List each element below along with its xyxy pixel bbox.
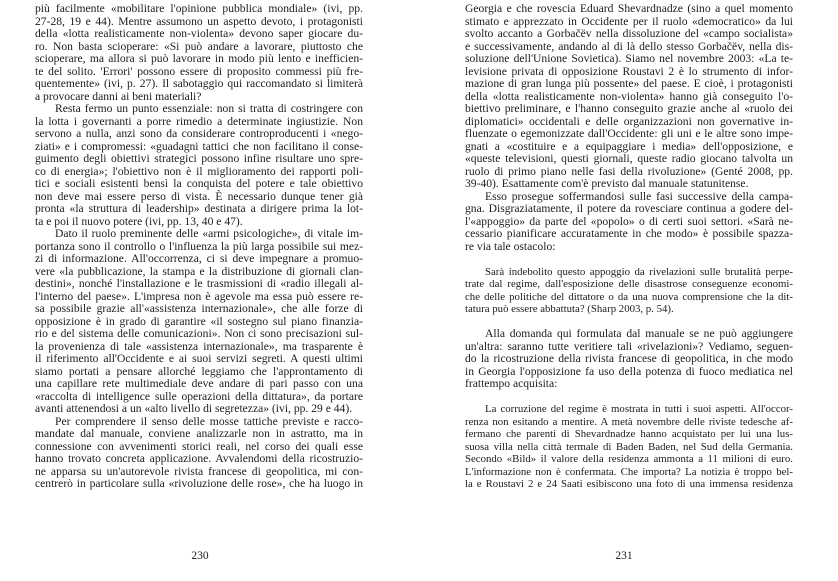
text-line: soluzione dell'Unione Sovietica). Siamo nel novembre 2003: «La te- bbox=[465, 52, 793, 65]
text-line: rio e del sistema delle comunicazioni». Non ci sono precisazioni sul- bbox=[35, 327, 363, 340]
text-line: Secondo «Bild» il valore della residenza ammonta a 11 milioni di euro. bbox=[465, 453, 793, 465]
text-line: mazione di gran lunga più possente» del paese. E cioè, i protagonisti bbox=[465, 77, 793, 90]
text-line: ziati» e i compromessi: «guadagni tattici che non facilitano il conse- bbox=[35, 139, 363, 153]
text-line: il riferimento all'Occidente e ai suoi servizi segreti. A questi ultimi bbox=[35, 352, 363, 365]
text-line: portanza sono il controllo o l'influenza la più larga possibile sui mez- bbox=[35, 239, 363, 253]
text-line: Per comprendere il senso delle mosse tattiche previste e racco- bbox=[55, 414, 363, 428]
page-number-right: 231 bbox=[615, 550, 633, 562]
text-line: in Georgia l'opposizione fa uso della potenza di fuoco mediatica nel bbox=[465, 364, 793, 378]
text-line: re via tale ostacolo: bbox=[465, 239, 556, 253]
text-line: ne apparsa su un'autorevole rivista francese di geopolitica, mi con- bbox=[35, 464, 363, 478]
text-line: co di energia»; l'obiettivo non è il miglioramento dei rapporti poli- bbox=[35, 164, 363, 178]
text-line: cessario pianificare accuratamente in che modo» è possibile spazza- bbox=[465, 227, 793, 240]
text-line: La corruzione del regime è mostrata in tutti i suoi aspetti. All'occor- bbox=[485, 403, 793, 415]
text-line: gna. Disgraziatamente, il potere da rovesciare continua a godere del- bbox=[465, 202, 793, 215]
text-line: hanno trovato concreta applicazione. Avvalendomi della ricostruzio- bbox=[35, 452, 363, 465]
text-line: guimento degli obiettivi strategici possono infine risultare uno spre- bbox=[35, 152, 363, 165]
text-line: la provenienza di tale «assistenza internazionale», ma trasparente è bbox=[35, 339, 363, 353]
text-line: della «lotta realisticamente non-violenta» hanno già conseguito l'o- bbox=[465, 89, 793, 103]
paragraph-gap bbox=[465, 253, 793, 266]
text-line: quentemente» (ivi, p. 27). Il sabotaggio qui raccomandato si limiterà bbox=[35, 77, 363, 90]
text-line: Sarà indebolito questo appoggio da rivelazioni sulle brutalità perpe- bbox=[485, 265, 793, 278]
text-line: pronta «la struttura di leadership» destinata a dirigere prima la lot- bbox=[35, 202, 363, 215]
text-line: zi di informazione. All'occorrenza, ci si deve impegnare a promuo- bbox=[35, 252, 363, 265]
text-line: siamo portati a pensare allorché leggiamo che l'approntamento di bbox=[35, 364, 363, 378]
text-line: levisione privata di opposizione Roustavi 2 è lo strumento di infor- bbox=[465, 64, 793, 78]
text-line: frattempo acquisita: bbox=[465, 377, 558, 390]
text-line: tici e sociali esistenti bensì la conquista del potere e tale obiettivo bbox=[35, 177, 363, 190]
text-line: non deve mai essere perso di vista. È necessario dunque tener già bbox=[35, 189, 363, 203]
text-line: renza non esitando a mentire. A metà novembre delle riviste tedesche af- bbox=[465, 415, 793, 428]
text-line: avanti attenendosi a un «alto livello di segretezza» (ivi, pp. 29 e 44). bbox=[35, 402, 353, 415]
page-number-left: 230 bbox=[191, 550, 209, 562]
text-line: fluenzate o egemonizzate dall'Occidente: gli uni e le altre sono impe- bbox=[465, 127, 793, 140]
text-line: Alla domanda qui formulata dal manuale se ne può aggiungere bbox=[485, 327, 793, 340]
text-line: destini», nonché l'installazione e le trasmissioni di «radio illegali al- bbox=[35, 277, 363, 290]
text-line: connessione con avvenimenti storici reali, nel corso dei quali esse bbox=[35, 439, 363, 453]
text-line: Georgia e che rovescia Eduard Shevardnadze (sino a quel momento bbox=[465, 2, 793, 15]
text-line: ta e poi il nuovo potere (ivi, pp. 13, 40 e 47). bbox=[35, 214, 243, 228]
text-line: della «lotta realisticamente non-violenta» devono saper giocare du- bbox=[35, 27, 363, 40]
text-line: vere «la pubblicazione, la stampa e la distribuzione di giornali clan- bbox=[35, 264, 363, 278]
text-line: gnati a «costituire e a equipaggiare i media» dell'opposizione, e bbox=[465, 139, 793, 153]
text-line: a provocare danni ai beni materiali? bbox=[35, 89, 202, 103]
paragraph-gap bbox=[465, 391, 793, 404]
text-line: scioperare, ma allora si può lavorare in modo più lento e inefficien- bbox=[35, 52, 363, 65]
text-line: te del solito. 'Errori' possono essere di proposito commessi più fre- bbox=[35, 64, 363, 78]
text-line: «queste televisioni, questi giornali, queste radio giocano talvolta un bbox=[465, 152, 793, 165]
text-line: più facilmente «mobilitare l'opinione pubblica mondiale» (ivi, pp. bbox=[35, 2, 363, 15]
text-line: centrerò in particolare sulla «rivoluzione delle rose», che ha luogo in bbox=[35, 477, 363, 490]
text-line: do la ricostruzione della rivista francese di geopolitica, in che modo bbox=[465, 352, 793, 365]
text-line: la lotta i governanti a porre rimedio a determinate ingiustizie. Non bbox=[35, 114, 363, 128]
text-line: la e Roustavi 2 e 24 Saati esibiscono una foto di una immensa residenza bbox=[465, 478, 793, 490]
text-line: ro. Non basta scioperare: «Si può andare a lavorare, piuttosto che bbox=[35, 39, 363, 53]
text-line: diplomatici» occidentali e delle organizzazioni non governative in- bbox=[465, 114, 793, 128]
text-line: un'altra: saranno tutte veritiere tali «rivelazioni»? Vediamo, seguen- bbox=[465, 339, 793, 353]
text-line: ruolo di primo piano nelle fasi della rivoluzione» (Genté 2008, pp. bbox=[465, 164, 793, 178]
text-line: tatura può essere abbattuta? (Sharp 2003, p. 54). bbox=[465, 303, 674, 315]
text-line: Resta fermo un punto essenziale: non si tratta di costringere con bbox=[55, 102, 363, 115]
text-line: l'«appoggio» da parte del «popolo» o di certi suoi settori. «Sarà ne- bbox=[465, 214, 793, 228]
text-line: biettivo preliminare, e l'hanno conseguito grazie anche al «ruolo dei bbox=[465, 102, 793, 115]
text-line: fermano che parenti di Shevardnadze hanno acquistato per lui una lus- bbox=[465, 428, 793, 440]
text-line: opposizione è in grado di garantire «il sostegno sul piano finanzia- bbox=[35, 314, 363, 328]
text-line: una capillare rete multimediale deve andare di pari passo con una bbox=[35, 377, 363, 390]
text-line: «raccolta di intelligence sulle operazioni della dittatura», da portare bbox=[35, 389, 363, 403]
text-line: che delle politiche del dittatore o da una nuova comprensione che la dit- bbox=[465, 290, 793, 303]
text-line: 39-40). Esattamente com'è previsto dal manuale statunitense. bbox=[465, 177, 749, 190]
text-line: Esso prosegue soffermandosi sulle fasi successive della campa- bbox=[485, 189, 793, 203]
left-page-body bbox=[35, 3, 363, 491]
text-line: L'informazione non è confermata. Che importa? La notizia è troppo bel- bbox=[465, 465, 793, 478]
text-line: trate dal regime, dall'esposizione delle disastrose conseguenze economi- bbox=[465, 278, 793, 290]
text-line: l'interno del paese». L'impresa non è agevole ma essa può essere re- bbox=[35, 289, 363, 303]
text-line: sa possibile grazie all'«assistenza internazionale», che alle forze di bbox=[35, 302, 363, 315]
text-line: mandate dal manuale, conviene analizzarle non in astratto, ma in bbox=[35, 427, 363, 440]
text-line: Dato il ruolo preminente delle «armi psicologiche», di vitale im- bbox=[55, 227, 363, 240]
text-line: servono a nulla, anzi sono da considerare controproducenti i «nego- bbox=[35, 127, 363, 140]
text-line: stimato e apprezzato in Occidente per il ruolo «democratico» da lui bbox=[465, 14, 793, 28]
text-line: 27-28, 19 e 44). Mentre assumono un aspetto devoto, i protagonisti bbox=[35, 14, 363, 28]
text-line: suosa villa nella città termale di Baden Baden, nel Sud della Germania. bbox=[465, 440, 793, 453]
right-page-body bbox=[465, 3, 793, 491]
text-line: e successivamente, andando al di là dello stesso Gorbačëv, nella dis- bbox=[465, 39, 793, 53]
right-page bbox=[419, 0, 838, 581]
text-line: svolto accanto a Gorbačëv nella dissoluzione del «campo socialista» bbox=[465, 27, 793, 40]
